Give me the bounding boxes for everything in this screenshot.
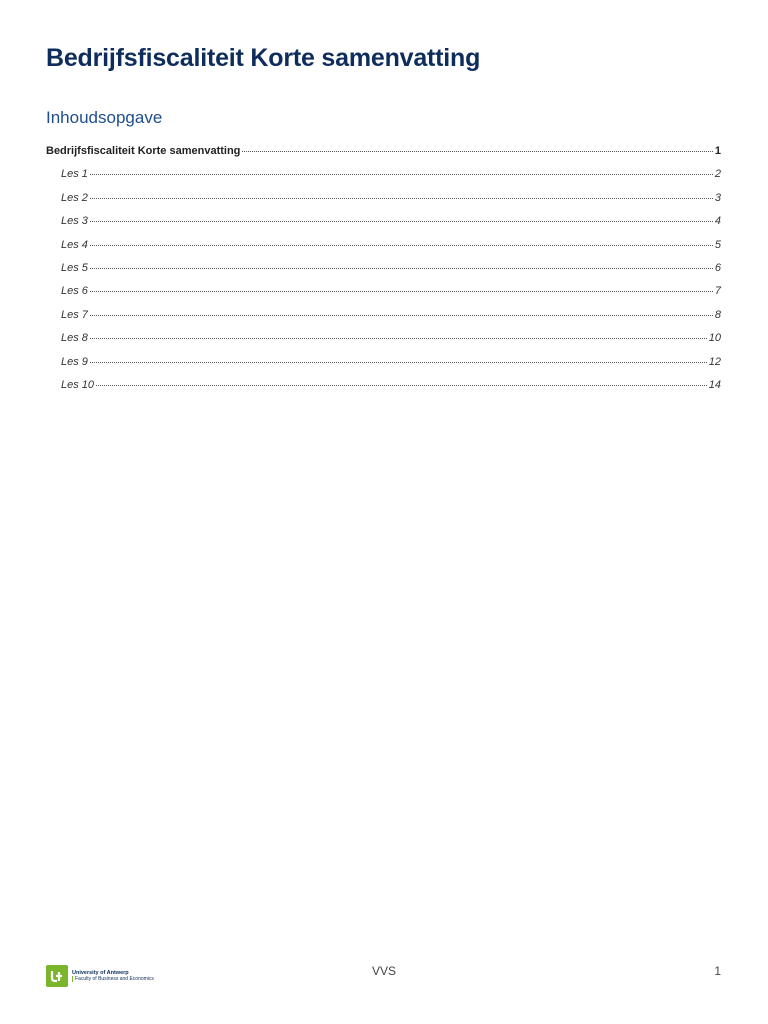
toc-entry-label: Bedrijfsfiscaliteit Korte samenvatting	[46, 145, 241, 157]
footer-center-text: VVS	[371, 964, 396, 978]
toc-entry-lesson[interactable]	[46, 215, 721, 238]
toc-entry-lesson[interactable]	[46, 379, 721, 402]
toc-dot-leader	[242, 151, 712, 152]
toc-entry-label: Les 2	[61, 191, 88, 204]
toc-entry-label: Les 5	[61, 261, 88, 274]
toc-entry-page-number: 8	[714, 308, 721, 321]
toc-entry-page-number: 4	[714, 215, 721, 228]
toc-entry-label: Les 6	[61, 285, 88, 298]
logo-line-faculty: Faculty of Business and Economics	[72, 976, 154, 982]
toc-entry-page-number: 7	[714, 285, 721, 298]
toc-entry-lesson[interactable]	[46, 356, 721, 379]
toc-entry-label: Les 1	[61, 168, 88, 181]
toc-entry-lesson[interactable]	[46, 309, 721, 332]
toc-entry-lesson[interactable]	[46, 239, 721, 262]
toc-entry-page-number: 10	[708, 332, 721, 345]
table-of-contents	[46, 145, 721, 402]
toc-entry-label: Les 10	[61, 378, 95, 391]
toc-entry-label: Les 8	[61, 332, 88, 345]
toc-dot-leader	[90, 268, 713, 269]
toc-dot-leader	[90, 338, 707, 339]
toc-entry-page-number: 5	[714, 238, 721, 251]
toc-entry-page-number: 1	[714, 145, 721, 157]
toc-dot-leader	[90, 245, 713, 246]
toc-entry-label: Les 4	[61, 238, 88, 251]
toc-entry-lesson[interactable]	[46, 285, 721, 308]
footer-page-number: 1	[714, 964, 721, 978]
toc-entry-page-number: 2	[714, 168, 721, 181]
toc-entry-page-number: 6	[714, 261, 721, 274]
toc-entry-page-number: 14	[708, 378, 721, 391]
toc-entry-page-number: 3	[714, 191, 721, 204]
document-title: Bedrijfsfiscaliteit Korte samenvatting	[46, 44, 481, 72]
toc-entry-label: Les 7	[61, 308, 88, 321]
toc-entry-lesson[interactable]	[46, 262, 721, 285]
toc-entry-lesson[interactable]	[46, 332, 721, 355]
toc-entry-label: Les 3	[61, 215, 88, 228]
toc-entry-lesson[interactable]	[46, 168, 721, 191]
toc-dot-leader	[90, 198, 713, 199]
toc-dot-leader	[90, 174, 713, 175]
toc-entry-label: Les 9	[61, 355, 88, 368]
toc-entry-lesson[interactable]	[46, 192, 721, 215]
logo-line-university: University of Antwerp	[72, 970, 129, 976]
toc-heading: Inhoudsopgave	[46, 108, 163, 127]
toc-dot-leader	[96, 385, 707, 386]
toc-dot-leader	[90, 291, 713, 292]
toc-dot-leader	[90, 221, 713, 222]
toc-entry-page-number: 12	[708, 355, 721, 368]
toc-entry-main[interactable]	[46, 145, 721, 168]
toc-dot-leader	[90, 315, 713, 316]
toc-dot-leader	[90, 362, 707, 363]
